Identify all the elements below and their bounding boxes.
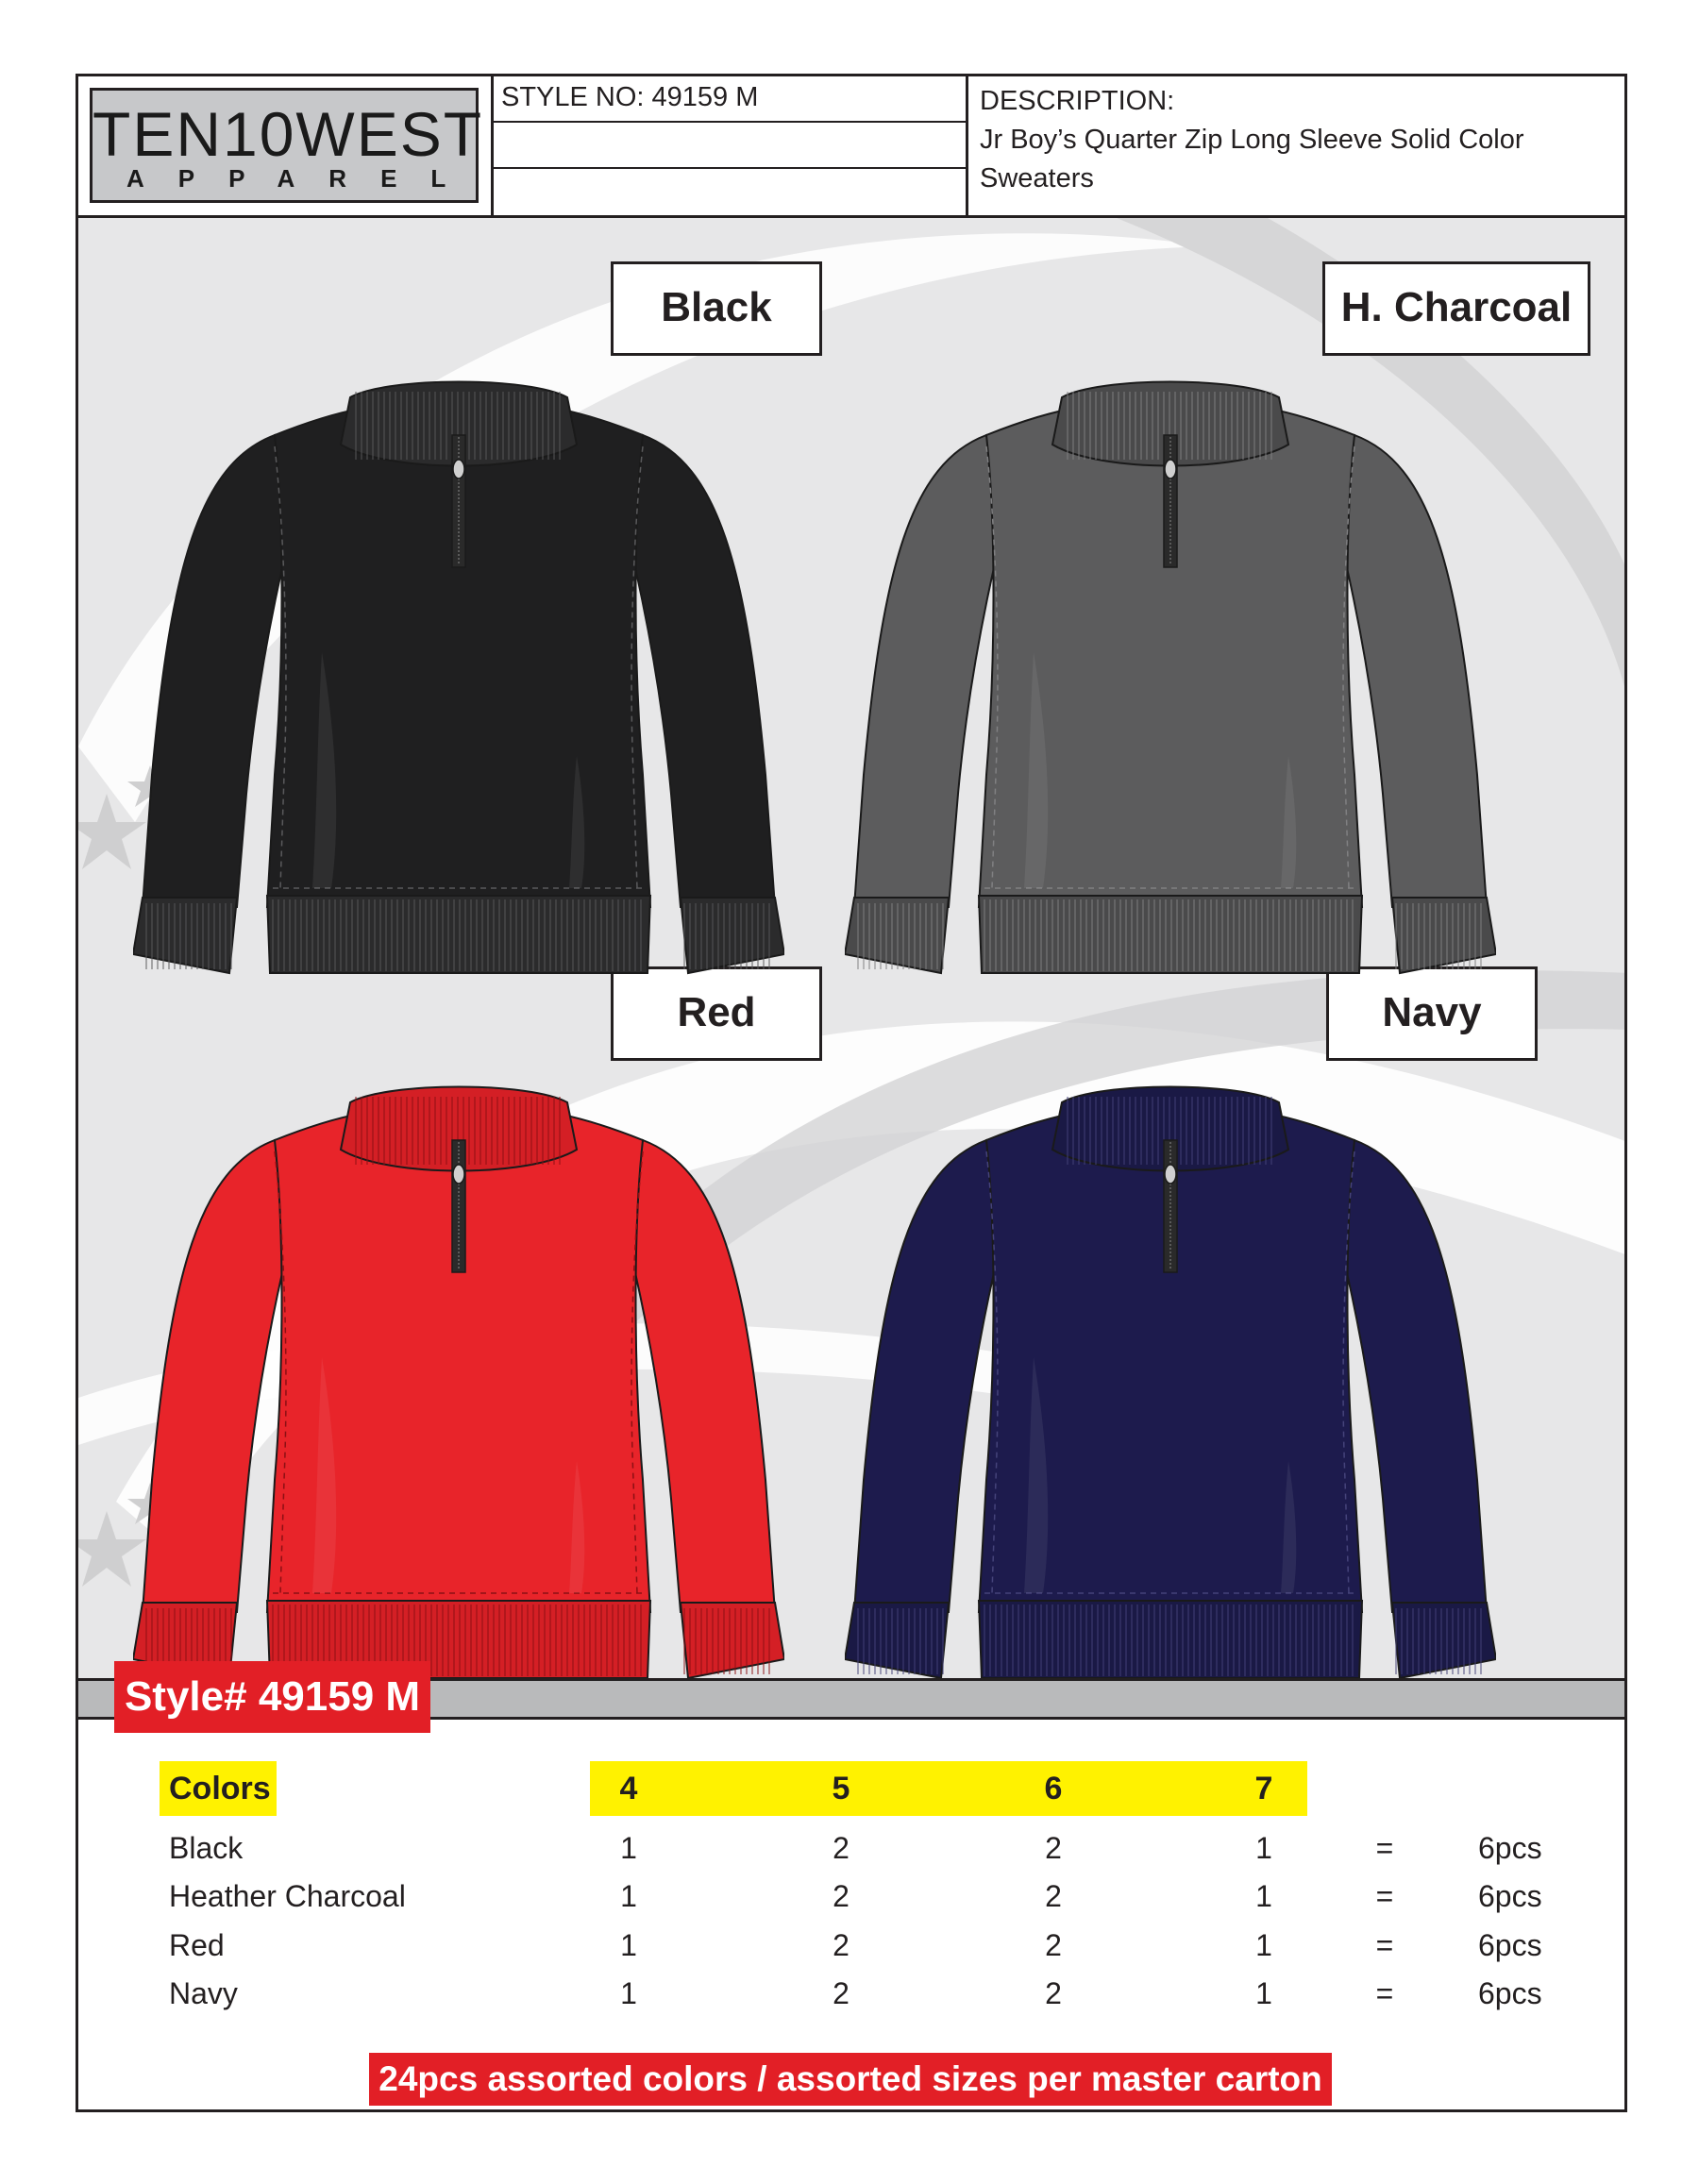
sweater-navy-illustration — [845, 1084, 1496, 1678]
sweater-charcoal-illustration — [845, 378, 1496, 1001]
row-equals: = — [1375, 1976, 1394, 2010]
color-label-black: Black — [611, 261, 822, 356]
size-header-7: 7 — [1254, 1771, 1273, 1806]
sweater-black-illustration — [133, 378, 784, 1001]
artwork-panel — [78, 218, 1624, 1678]
row-qty: 1 — [1255, 1879, 1272, 1913]
logo-cell — [78, 76, 494, 215]
logo-subtitle: APPAREL — [126, 164, 480, 193]
description-label: DESCRIPTION: — [980, 86, 1175, 116]
row-qty: 2 — [833, 1831, 850, 1865]
line-sheet — [76, 74, 1627, 2112]
row-equals: = — [1375, 1879, 1394, 1913]
assortment-table — [78, 1720, 1624, 2112]
brand-logo — [90, 88, 484, 203]
row-qty: 2 — [833, 1879, 850, 1913]
row-color-name: Red — [169, 1928, 225, 1962]
color-label-red: Red — [611, 966, 822, 1061]
description-cell — [968, 76, 1624, 215]
row-total: 6pcs — [1478, 1879, 1542, 1913]
row-qty: 2 — [1045, 1831, 1062, 1865]
row-qty: 1 — [1255, 1831, 1272, 1865]
sweater-red-illustration — [133, 1084, 784, 1678]
row-qty: 1 — [620, 1879, 637, 1913]
row-qty: 1 — [620, 1831, 637, 1865]
color-label-navy: Navy — [1326, 966, 1538, 1061]
row-total: 6pcs — [1478, 1928, 1542, 1962]
colors-header: Colors — [169, 1771, 271, 1806]
row-qty: 2 — [833, 1976, 850, 2010]
style-row-blank — [494, 169, 966, 215]
row-equals: = — [1375, 1831, 1394, 1865]
description-text: Jr Boy’s Quarter Zip Long Sleeve Solid Color Sweaters — [980, 125, 1524, 193]
row-total: 6pcs — [1478, 1831, 1542, 1865]
size-header-6: 6 — [1044, 1771, 1063, 1806]
row-qty: 2 — [1045, 1879, 1062, 1913]
row-qty: 2 — [1045, 1928, 1062, 1962]
sizes-header-highlight — [590, 1761, 1307, 1816]
carton-note: 24pcs assorted colors / assorted sizes per master carton — [369, 2053, 1332, 2106]
header — [78, 76, 1624, 218]
row-color-name: Heather Charcoal — [169, 1879, 406, 1913]
style-number-cell — [494, 76, 968, 215]
size-header-5: 5 — [832, 1771, 850, 1806]
logo-wordmark: TEN10WEST — [93, 99, 484, 169]
row-qty: 1 — [620, 1928, 637, 1962]
color-label-charcoal: H. Charcoal — [1322, 261, 1590, 356]
row-total: 6pcs — [1478, 1976, 1542, 2010]
row-qty: 1 — [620, 1976, 637, 2010]
row-color-name: Navy — [169, 1976, 238, 2010]
row-color-name: Black — [169, 1831, 244, 1865]
row-qty: 1 — [1255, 1976, 1272, 2010]
style-tag: Style# 49159 M — [114, 1661, 430, 1733]
row-qty: 2 — [1045, 1976, 1062, 2010]
size-header-4: 4 — [619, 1771, 638, 1806]
row-equals: = — [1375, 1928, 1394, 1962]
row-qty: 1 — [1255, 1928, 1272, 1962]
style-row-blank — [494, 123, 966, 169]
style-number: STYLE NO: 49159 M — [494, 76, 966, 123]
row-qty: 2 — [833, 1928, 850, 1962]
